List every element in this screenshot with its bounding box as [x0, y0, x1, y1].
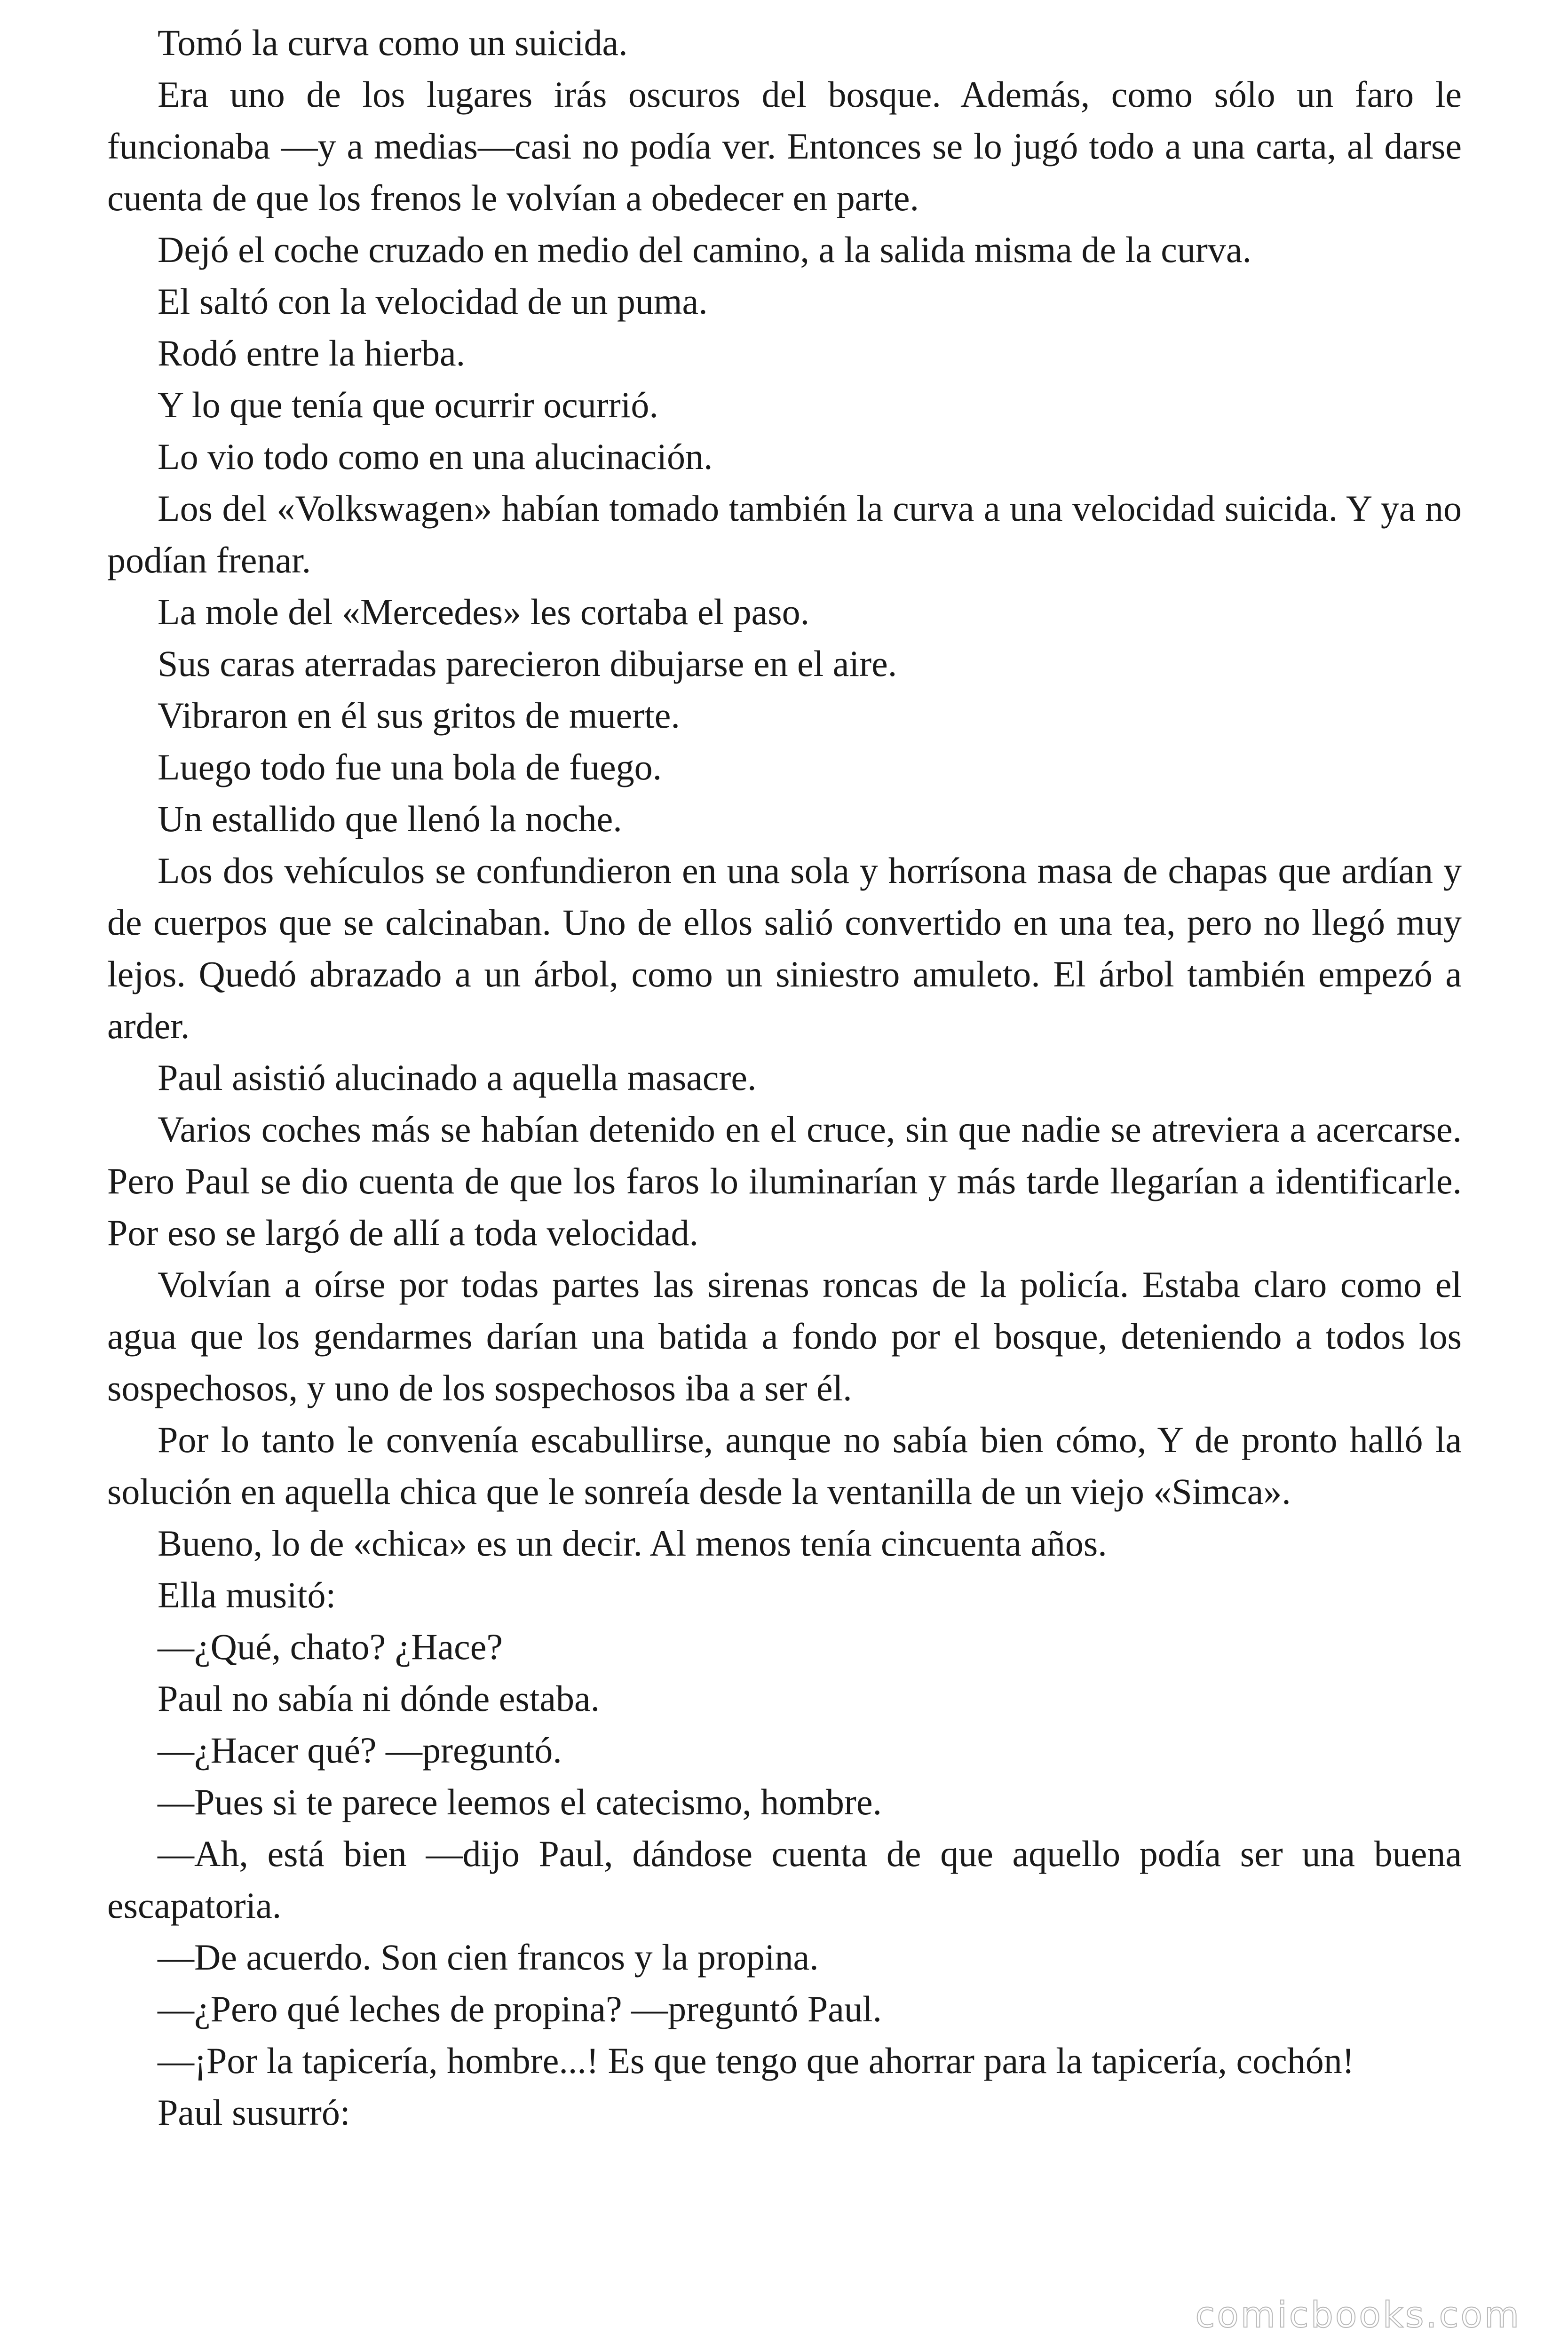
paragraph: Dejó el coche cruzado en medio del camino, a la salida misma de la curva.	[158, 229, 1252, 270]
paragraph: Luego todo fue una bola de fuego.	[158, 747, 662, 787]
paragraph: —¡Por la tapicería, hombre...! Es que tengo que ahorrar para la tapicería, cochón!	[158, 2040, 1354, 2081]
paragraph: —De acuerdo. Son cien francos y la propina.	[158, 1937, 819, 1978]
paragraph: —¿Pero qué leches de propina? —preguntó Paul.	[158, 1988, 882, 2029]
paragraph: —¿Hacer qué? —preguntó.	[158, 1730, 562, 1771]
paragraph: Y lo que tenía que ocurrir ocurrió.	[158, 384, 658, 425]
watermark: comicbooks.com	[1195, 2294, 1521, 2336]
paragraph: Bueno, lo de «chica» es un decir. Al menos tenía cincuenta años.	[158, 1523, 1107, 1564]
paragraph: —¿Qué, chato? ¿Hace?	[158, 1626, 503, 1667]
paragraph: Rodó entre la hierba.	[158, 333, 466, 373]
paragraph: Ella musitó:	[158, 1574, 336, 1615]
paragraph: —Pues si te parece leemos el catecismo, hombre.	[158, 1781, 882, 1822]
paragraph: La mole del «Mercedes» les cortaba el paso.	[158, 591, 810, 632]
paragraph: Los dos vehículos se confundieron en una sola y horrísona masa de chapas que ardían y de cuerpos que se calcinaban. Uno de ellos salió convertido en una tea, pero no llegó muy lejos. Quedó abrazado a un árbol, como un siniestro amuleto. El árbol también empezó a arder.	[107, 850, 1462, 1046]
paragraph: Era uno de los lugares irás oscuros del bosque. Además, como sólo un faro le funcionaba —y a medias—casi no podía ver. Entonces se lo jugó todo a una carta, al darse cuenta de que los frenos le volvían a obedecer en parte.	[107, 74, 1462, 218]
paragraph: Un estallido que llenó la noche.	[158, 798, 622, 839]
paragraph: Paul susurró:	[158, 2092, 350, 2133]
paragraph: Lo vio todo como en una alucinación.	[158, 436, 713, 477]
paragraph: Los del «Volkswagen» habían tomado también la curva a una velocidad suicida. Y ya no podían frenar.	[107, 488, 1462, 580]
paragraph: El saltó con la velocidad de un puma.	[158, 281, 708, 322]
paragraph: Tomó la curva como un suicida.	[158, 22, 628, 63]
paragraph: Varios coches más se habían detenido en el cruce, sin que nadie se atreviera a acercarse. Pero Paul se dio cuenta de que los faros lo iluminarían y más tarde llegarían a identificarle. Por eso se largó de allí a toda velocidad.	[107, 1109, 1462, 1253]
paragraph: Paul no sabía ni dónde estaba.	[158, 1678, 600, 1719]
paragraph: Vibraron en él sus gritos de muerte.	[158, 695, 680, 736]
paragraph: Volvían a oírse por todas partes las sirenas roncas de la policía. Estaba claro como el agua que los gendarmes darían una batida a fondo por el bosque, deteniendo a todos los sospechosos, y uno de los sospechosos iba a ser él.	[107, 1264, 1462, 1408]
paragraph: Por lo tanto le convenía escabullirse, aunque no sabía bien cómo, Y de pronto halló la solución en aquella chica que le sonreía desde la ventanilla de un viejo «Simca».	[107, 1419, 1462, 1512]
book-page-text	[107, 17, 1462, 2138]
paragraph: —Ah, está bien —dijo Paul, dándose cuenta de que aquello podía ser una buena escapatoria.	[107, 1833, 1462, 1926]
paragraph: Paul asistió alucinado a aquella masacre.	[158, 1057, 757, 1098]
paragraph: Sus caras aterradas parecieron dibujarse en el aire.	[158, 643, 897, 684]
